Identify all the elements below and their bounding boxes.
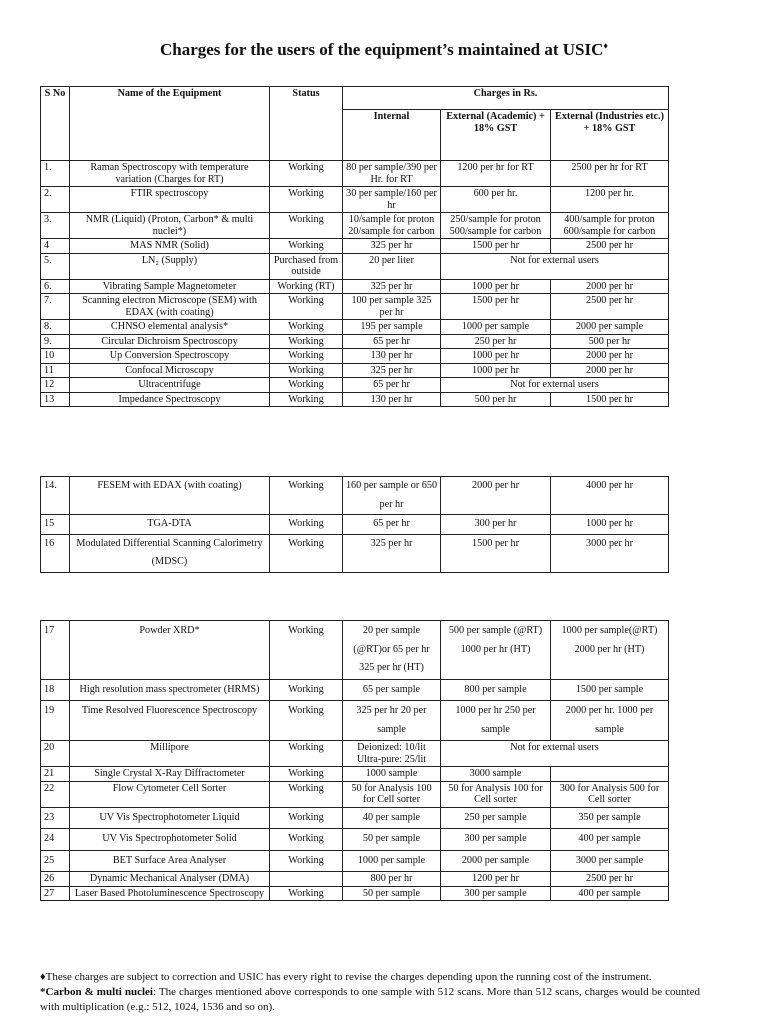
header-status: Status [270, 87, 343, 161]
cell-equipment-name: FTIR spectroscopy [70, 187, 270, 213]
cell-sno: 15 [41, 515, 70, 535]
cell-ext-industries: 500 per hr [551, 334, 669, 349]
table-row [41, 515, 669, 535]
cell-ext-industries: 2500 per hr [551, 239, 669, 254]
cell-ext-industries: 300 for Analysis 500 for Cell sorter [551, 781, 669, 807]
cell-sno: 20 [41, 741, 70, 767]
cell-equipment-name: CHNSO elemental analysis* [70, 320, 270, 335]
cell-ext-industries: 2000 per hr [551, 349, 669, 364]
cell-internal: 130 per hr [343, 392, 441, 407]
cell-sno: 25 [41, 850, 70, 872]
cell-status: Working [270, 161, 343, 187]
cell-sno: 26 [41, 872, 70, 887]
cell-status: Working [270, 239, 343, 254]
cell-ext-academic: 500 per sample (@RT) 1000 per hr (HT) [441, 621, 551, 680]
cell-ext-academic: 1500 per hr [441, 294, 551, 320]
title-text: Charges for the users of the equipment’s maintained at USIC [159, 40, 604, 59]
cell-internal: 65 per hr [343, 515, 441, 535]
cell-ext-academic: 1500 per hr [441, 534, 551, 572]
cell-ext-academic: 1200 per hr for RT [441, 161, 551, 187]
cell-status: Working [270, 294, 343, 320]
cell-sno: 8. [41, 320, 70, 335]
table-row [41, 781, 669, 807]
cell-sno: 6. [41, 279, 70, 294]
cell-internal: 325 per hr [343, 534, 441, 572]
cell-equipment-name: Scanning electron Microscope (SEM) with EDAX (with coating) [70, 294, 270, 320]
cell-ext-academic: 1000 per hr 250 per sample [441, 701, 551, 741]
cell-internal: 50 per sample [343, 886, 441, 901]
cell-internal: 20 per sample (@RT)or 65 per hr 325 per hr (HT) [343, 621, 441, 680]
cell-equipment-name: Raman Spectroscopy with temperature variation (Charges for RT) [70, 161, 270, 187]
cell-ext-academic: 1000 per sample [441, 320, 551, 335]
cell-status: Working [270, 781, 343, 807]
header-internal: Internal [343, 110, 441, 161]
table-row [41, 477, 669, 515]
cell-ext-academic: 600 per hr. [441, 187, 551, 213]
cell-sno: 1. [41, 161, 70, 187]
table-row [41, 253, 669, 279]
cell-ext-industries: 2000 per hr [551, 363, 669, 378]
cell-internal: 325 per hr 20 per sample [343, 701, 441, 741]
cell-ext-industries: 2000 per hr. 1000 per sample [551, 701, 669, 741]
cell-status: Purchased from outside [270, 253, 343, 279]
header-ext-industries: External (Industries etc.) + 18% GST [551, 110, 669, 161]
cell-sno: 12 [41, 378, 70, 393]
cell-status [270, 872, 343, 887]
cell-status: Working (RT) [270, 279, 343, 294]
cell-ext-industries: 1200 per hr. [551, 187, 669, 213]
cell-sno: 18 [41, 679, 70, 701]
cell-ext-industries: 2000 per sample [551, 320, 669, 335]
cell-equipment-name: BET Surface Area Analyser [70, 850, 270, 872]
cell-equipment-name: Up Conversion Spectroscopy [70, 349, 270, 364]
header-sno: S No [41, 87, 70, 161]
cell-ext-industries: 2500 per hr [551, 294, 669, 320]
cell-internal: 40 per sample [343, 807, 441, 829]
cell-equipment-name: Confocal Microscopy [70, 363, 270, 378]
cell-equipment-name: Impedance Spectroscopy [70, 392, 270, 407]
cell-ext-academic: 300 per sample [441, 886, 551, 901]
cell-equipment-name: Dynamic Mechanical Analyser (DMA) [70, 872, 270, 887]
cell-ext-industries: 3000 per sample [551, 850, 669, 872]
cell-equipment-name: Time Resolved Fluorescence Spectroscopy [70, 701, 270, 741]
table-row [41, 349, 669, 364]
charges-table-1 [40, 86, 669, 407]
cell-status: Working [270, 349, 343, 364]
cell-equipment-name: Powder XRD* [70, 621, 270, 680]
cell-equipment-name: MAS NMR (Solid) [70, 239, 270, 254]
cell-ext-industries: 1000 per hr [551, 515, 669, 535]
cell-internal: 20 per liter [343, 253, 441, 279]
cell-internal: 80 per sample/390 per Hr. for RT [343, 161, 441, 187]
cell-ext-academic: 250 per sample [441, 807, 551, 829]
cell-equipment-name: Circular Dichroism Spectroscopy [70, 334, 270, 349]
cell-ext-industries: 3000 per hr [551, 534, 669, 572]
cell-equipment-name: TGA-DTA [70, 515, 270, 535]
table-row [41, 621, 669, 680]
cell-internal: 30 per sample/160 per hr [343, 187, 441, 213]
table-row [41, 767, 669, 782]
cell-ext-academic: 2000 per sample [441, 850, 551, 872]
cell-ext-industries: 2500 per hr [551, 872, 669, 887]
table-row [41, 213, 669, 239]
cell-not-external: Not for external users [441, 741, 669, 767]
charges-table-3 [40, 620, 669, 901]
cell-internal: 65 per hr [343, 334, 441, 349]
table-row [41, 392, 669, 407]
charges-table-2 [40, 476, 669, 573]
table-row [41, 239, 669, 254]
table-row [41, 807, 669, 829]
cell-ext-industries: 350 per sample [551, 807, 669, 829]
cell-sno: 3. [41, 213, 70, 239]
cell-sno: 14. [41, 477, 70, 515]
cell-internal: 65 per sample [343, 679, 441, 701]
cell-status: Working [270, 213, 343, 239]
cell-equipment-name: Laser Based Photoluminescence Spectroscopy [70, 886, 270, 901]
cell-sno: 17 [41, 621, 70, 680]
cell-ext-academic: 2000 per hr [441, 477, 551, 515]
table-row [41, 679, 669, 701]
cell-ext-industries: 2000 per hr [551, 279, 669, 294]
table-row [41, 850, 669, 872]
cell-ext-industries: 400 per sample [551, 886, 669, 901]
cell-equipment-name: Modulated Differential Scanning Calorimetry (MDSC) [70, 534, 270, 572]
cell-ext-academic: 250 per hr [441, 334, 551, 349]
cell-ext-industries: 4000 per hr [551, 477, 669, 515]
cell-internal: 50 for Analysis 100 for Cell sorter [343, 781, 441, 807]
cell-ext-academic: 800 per sample [441, 679, 551, 701]
cell-status: Working [270, 534, 343, 572]
cell-status: Working [270, 886, 343, 901]
footnote-carbon [40, 985, 700, 1015]
cell-equipment-name: Vibrating Sample Magnetometer [70, 279, 270, 294]
cell-equipment-name: Ultracentrifuge [70, 378, 270, 393]
cell-status: Working [270, 701, 343, 741]
cell-sno: 9. [41, 334, 70, 349]
cell-ext-academic: 300 per sample [441, 829, 551, 851]
cell-equipment-name: LN₂ (Supply) [70, 253, 270, 279]
cell-sno: 2. [41, 187, 70, 213]
table-row [41, 741, 669, 767]
cell-ext-industries: 400/sample for proton 600/sample for carbon [551, 213, 669, 239]
cell-status: Working [270, 621, 343, 680]
cell-sno: 23 [41, 807, 70, 829]
cell-status: Working [270, 807, 343, 829]
cell-equipment-name: Millipore [70, 741, 270, 767]
cell-status: Working [270, 334, 343, 349]
table-row [41, 886, 669, 901]
cell-sno: 22 [41, 781, 70, 807]
footnote-revision: ♦These charges are subject to correction and USIC has every right to revise the charges depending upon the running cost of the instrument. [40, 971, 652, 983]
header-ext-academic: External (Academic) + 18% GST [441, 110, 551, 161]
cell-sno: 16 [41, 534, 70, 572]
cell-sno: 11 [41, 363, 70, 378]
table-row [41, 701, 669, 741]
table-row [41, 829, 669, 851]
cell-sno: 5. [41, 253, 70, 279]
cell-ext-academic: 500 per hr [441, 392, 551, 407]
cell-status: Working [270, 320, 343, 335]
cell-status: Working [270, 477, 343, 515]
cell-sno: 24 [41, 829, 70, 851]
cell-equipment-name: Flow Cytometer Cell Sorter [70, 781, 270, 807]
cell-internal: 325 per hr [343, 279, 441, 294]
cell-status: Working [270, 363, 343, 378]
table-row [41, 363, 669, 378]
cell-internal: 160 per sample or 650 per hr [343, 477, 441, 515]
table-row [41, 279, 669, 294]
footnotes [40, 970, 700, 1015]
cell-ext-academic: 1500 per hr [441, 239, 551, 254]
cell-status: Working [270, 829, 343, 851]
footnote-carbon-text: : The charges mentioned above corresponds to one sample with 512 scans. More than 512 scans, charges would be counted with multiplication (e.g.: 512, 1024, 1536 and so on). [40, 986, 700, 1013]
table-row [41, 872, 669, 887]
cell-ext-industries: 400 per sample [551, 829, 669, 851]
cell-internal: 50 per sample [343, 829, 441, 851]
table-row [41, 161, 669, 187]
cell-ext-industries: 2500 per hr for RT [551, 161, 669, 187]
cell-ext-academic: 1000 per hr [441, 279, 551, 294]
cell-status: Working [270, 767, 343, 782]
cell-internal: 100 per sample 325 per hr [343, 294, 441, 320]
cell-internal: 325 per hr [343, 239, 441, 254]
cell-sno: 13 [41, 392, 70, 407]
cell-ext-academic: 1000 per hr [441, 349, 551, 364]
cell-internal: 1000 sample [343, 767, 441, 782]
cell-internal: 800 per hr [343, 872, 441, 887]
table-row [41, 187, 669, 213]
cell-status: Working [270, 392, 343, 407]
header-name: Name of the Equipment [70, 87, 270, 161]
title-mark: ♦ [603, 40, 608, 51]
cell-ext-academic: 50 for Analysis 100 for Cell sorter [441, 781, 551, 807]
cell-ext-academic: 1000 per hr [441, 363, 551, 378]
cell-ext-academic: 1200 per hr [441, 872, 551, 887]
cell-sno: 10 [41, 349, 70, 364]
cell-internal: 65 per hr [343, 378, 441, 393]
table-row [41, 294, 669, 320]
cell-internal: 325 per hr [343, 363, 441, 378]
page-title [0, 40, 768, 60]
cell-ext-industries: 1500 per sample [551, 679, 669, 701]
cell-status: Working [270, 850, 343, 872]
cell-status: Working [270, 741, 343, 767]
table-row [41, 334, 669, 349]
cell-sno: 21 [41, 767, 70, 782]
cell-ext-industries: 1500 per hr [551, 392, 669, 407]
header-charges: Charges in Rs. [343, 87, 669, 110]
cell-ext-industries: 1000 per sample(@RT) 2000 per hr (HT) [551, 621, 669, 680]
cell-equipment-name: FESEM with EDAX (with coating) [70, 477, 270, 515]
cell-status: Working [270, 378, 343, 393]
cell-not-external: Not for external users [441, 253, 669, 279]
cell-ext-industries [551, 767, 669, 782]
cell-sno: 19 [41, 701, 70, 741]
cell-equipment-name: UV Vis Spectrophotometer Solid [70, 829, 270, 851]
cell-equipment-name: NMR (Liquid) (Proton, Carbon* & multi nuclei*) [70, 213, 270, 239]
cell-equipment-name: High resolution mass spectrometer (HRMS) [70, 679, 270, 701]
cell-sno: 4 [41, 239, 70, 254]
cell-ext-academic: 3000 sample [441, 767, 551, 782]
table-row [41, 378, 669, 393]
cell-internal: Deionized: 10/lit Ultra-pure: 25/lit [343, 741, 441, 767]
cell-equipment-name: UV Vis Spectrophotometer Liquid [70, 807, 270, 829]
table-row [41, 320, 669, 335]
cell-internal: 10/sample for proton 20/sample for carbon [343, 213, 441, 239]
cell-status: Working [270, 515, 343, 535]
cell-internal: 1000 per sample [343, 850, 441, 872]
cell-ext-academic: 250/sample for proton 500/sample for carbon [441, 213, 551, 239]
cell-status: Working [270, 679, 343, 701]
cell-not-external: Not for external users [441, 378, 669, 393]
cell-status: Working [270, 187, 343, 213]
cell-internal: 195 per sample [343, 320, 441, 335]
cell-internal: 130 per hr [343, 349, 441, 364]
table-row [41, 534, 669, 572]
footnote-carbon-label: *Carbon & multi nuclei [40, 986, 153, 998]
cell-equipment-name: Single Crystal X-Ray Diffractometer [70, 767, 270, 782]
cell-ext-academic: 300 per hr [441, 515, 551, 535]
cell-sno: 7. [41, 294, 70, 320]
cell-sno: 27 [41, 886, 70, 901]
